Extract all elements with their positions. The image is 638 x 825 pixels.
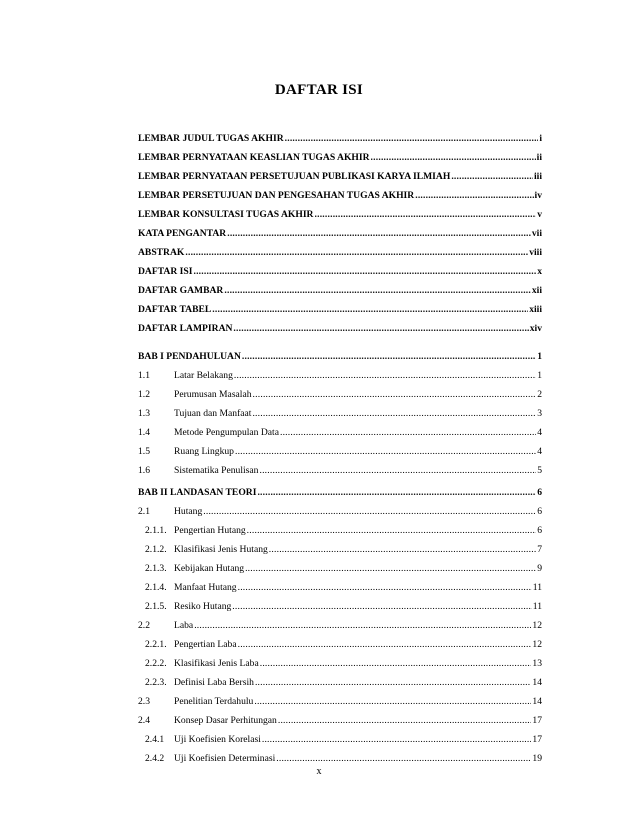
toc-subentry[interactable] — [138, 692, 542, 708]
toc-entry-number: 1.4 — [138, 427, 150, 438]
dot-leader — [234, 370, 536, 382]
toc-entry-page: 9 — [537, 563, 542, 574]
dot-leader — [280, 427, 536, 439]
dot-leader — [238, 639, 532, 651]
toc-entry-page: 7 — [537, 544, 542, 555]
toc-entry-label: DAFTAR GAMBAR — [138, 285, 224, 296]
dot-leader — [212, 304, 528, 316]
toc-entry-label: Konsep Dasar Perhitungan — [174, 715, 277, 726]
toc-entry-label: Hutang — [174, 506, 203, 517]
toc-entry-page: xii — [531, 285, 542, 296]
toc-subentry[interactable] — [138, 559, 542, 575]
toc-subentry[interactable] — [138, 730, 542, 746]
toc-entry-label: Latar Belakang — [174, 370, 233, 381]
dot-leader — [255, 677, 531, 689]
toc-subentry[interactable] — [138, 654, 542, 670]
toc-entry-number: 2.3 — [138, 696, 150, 707]
toc-entry-page: 12 — [532, 620, 542, 631]
toc-entry-label: LEMBAR PERNYATAAN PERSETUJUAN PUBLIKASI KARYA ILMIAH — [138, 171, 451, 182]
toc-entry-number: 2.4 — [138, 715, 150, 726]
toc-entry-page: 6 — [537, 487, 542, 498]
toc-subentry[interactable] — [138, 616, 542, 632]
toc-entry[interactable] — [138, 262, 542, 278]
toc-entry-page: 5 — [537, 465, 542, 476]
toc-entry-label: Klasifikasi Jenis Hutang — [174, 544, 268, 555]
toc-entry[interactable] — [138, 129, 542, 145]
dot-leader — [203, 506, 536, 518]
toc-entry-label: DAFTAR TABEL — [138, 304, 212, 315]
toc-entry-number: 1.3 — [138, 408, 150, 419]
toc-entry-label: Laba — [174, 620, 194, 631]
toc-entry[interactable] — [138, 281, 542, 297]
toc-entry-page: iv — [534, 190, 542, 201]
dot-leader — [257, 487, 536, 499]
toc-entry-page: 13 — [532, 658, 542, 669]
toc-entry-number: 2.4.1 — [145, 734, 165, 745]
toc-entry-page: v — [537, 209, 542, 220]
toc-entry-page: 11 — [532, 601, 542, 612]
toc-entry-number: 1.2 — [138, 389, 150, 400]
toc-entry-page: viii — [529, 247, 542, 258]
toc-entry-label: Uji Koefisien Korelasi — [174, 734, 261, 745]
toc-entry-label: Metode Pengumpulan Data — [174, 427, 279, 438]
toc-subentry[interactable] — [138, 385, 542, 401]
toc-entry-label: Tujuan dan Manfaat — [174, 408, 252, 419]
dot-leader — [235, 446, 536, 458]
toc-entry[interactable] — [138, 243, 542, 259]
toc-entry-page: 11 — [532, 582, 542, 593]
toc-entry-label: Perumusan Masalah — [174, 389, 252, 400]
toc-entry-label: KATA PENGANTAR — [138, 228, 227, 239]
dot-leader — [233, 323, 528, 335]
toc-entry-label: LEMBAR JUDUL TUGAS AKHIR — [138, 133, 284, 144]
toc-entry-page: 1 — [537, 370, 542, 381]
toc-entry[interactable] — [138, 300, 542, 316]
dot-leader — [224, 285, 530, 297]
toc-entry-number: 2.2.3. — [145, 677, 167, 688]
toc-entry-number: 1.1 — [138, 370, 150, 381]
toc-entry-page: 2 — [537, 389, 542, 400]
toc-subentry[interactable] — [138, 635, 542, 651]
toc-entry[interactable] — [138, 205, 542, 221]
dot-leader — [242, 351, 536, 363]
toc-entry-page: x — [537, 266, 542, 277]
toc-entry-label: BAB I PENDAHULUAN — [138, 351, 241, 362]
toc-subentry[interactable] — [138, 749, 542, 765]
toc-entry-page: iii — [534, 171, 542, 182]
dot-leader — [269, 544, 536, 556]
toc-entry-number: 1.6 — [138, 465, 150, 476]
toc-entry-number: 2.1.1. — [145, 525, 167, 536]
toc-entry-page: 3 — [537, 408, 542, 419]
toc-subentry[interactable] — [138, 673, 542, 689]
dot-leader — [227, 228, 531, 240]
dot-leader — [315, 209, 537, 221]
toc-subentry[interactable] — [138, 711, 542, 727]
toc-entry-page: 4 — [537, 446, 542, 457]
toc-subentry[interactable] — [138, 366, 542, 382]
toc-entry-number: 2.1.3. — [145, 563, 167, 574]
toc-entry-number: 2.2.1. — [145, 639, 167, 650]
toc-entry-label: DAFTAR ISI — [138, 266, 193, 277]
page-number: x — [316, 766, 322, 777]
dot-leader — [260, 658, 532, 670]
toc-entry-number: 2.2 — [138, 620, 150, 631]
toc-entry-label: DAFTAR LAMPIRAN — [138, 323, 233, 334]
toc-entry-label: Klasifikasi Jenis Laba — [174, 658, 259, 669]
dot-leader — [253, 389, 537, 401]
toc-entry-page: 19 — [532, 753, 542, 764]
toc-entry-label: Pengertian Hutang — [174, 525, 246, 536]
toc-entry-label: LEMBAR KONSULTASI TUGAS AKHIR — [138, 209, 314, 220]
toc-entry-page: 6 — [537, 506, 542, 517]
page-title: DAFTAR ISI — [274, 82, 364, 98]
dot-leader — [259, 465, 536, 477]
toc-entry-page: vii — [531, 228, 542, 239]
dot-leader — [247, 525, 537, 537]
toc-entry-number: 2.1.4. — [145, 582, 167, 593]
toc-entry-page: xiii — [529, 304, 542, 315]
toc-entry[interactable] — [138, 224, 542, 240]
dot-leader — [194, 620, 531, 632]
toc-entry-label: Manfaat Hutang — [174, 582, 237, 593]
dot-leader — [185, 247, 528, 259]
toc-entry-page: 17 — [532, 715, 542, 726]
toc-entry-page: 14 — [532, 696, 542, 707]
toc-entry-label: ABSTRAK — [138, 247, 185, 258]
toc-chapter[interactable] — [138, 347, 542, 363]
dot-leader — [276, 753, 531, 765]
toc-entry[interactable] — [138, 167, 542, 183]
toc-subentry[interactable] — [138, 521, 542, 537]
toc-subentry[interactable] — [138, 502, 542, 518]
dot-leader — [245, 563, 536, 575]
toc-subentry[interactable] — [138, 461, 542, 477]
toc-entry-number: 2.1.2. — [145, 544, 167, 555]
toc-chapter[interactable] — [138, 483, 542, 499]
dot-leader — [252, 408, 536, 420]
toc-entry-number: 2.2.2. — [145, 658, 167, 669]
dot-leader — [193, 266, 536, 278]
toc-entry[interactable] — [138, 319, 542, 335]
dot-leader — [451, 171, 533, 183]
dot-leader — [278, 715, 532, 727]
toc-entry-label: Definisi Laba Bersih — [174, 677, 254, 688]
dot-leader — [262, 734, 532, 746]
dot-leader — [254, 696, 531, 708]
toc-subentry[interactable] — [138, 442, 542, 458]
toc-entry-page: 14 — [532, 677, 542, 688]
toc-entry-page: 4 — [537, 427, 542, 438]
toc-entry-number: 2.4.2 — [145, 753, 165, 764]
toc-entry-label: Uji Koefisien Determinasi — [174, 753, 276, 764]
toc-entry-page: xiv — [529, 323, 542, 334]
toc-entry-number: 2.1.5. — [145, 601, 167, 612]
toc-entry-page: ii — [536, 152, 542, 163]
dot-leader — [285, 133, 539, 145]
toc-entry-page: 12 — [532, 639, 542, 650]
toc-subentry[interactable] — [138, 597, 542, 613]
toc-entry-page: 17 — [532, 734, 542, 745]
toc-entry[interactable] — [138, 186, 542, 202]
toc-entry-label: Kebijakan Hutang — [174, 563, 245, 574]
toc-entry-label: Resiko Hutang — [174, 601, 232, 612]
toc-entry-label: BAB II LANDASAN TEORI — [138, 487, 257, 498]
dot-leader — [232, 601, 531, 613]
toc-subentry[interactable] — [138, 404, 542, 420]
toc-entry-label: LEMBAR PERSETUJUAN DAN PENGESAHAN TUGAS AKHIR — [138, 190, 415, 201]
dot-leader — [371, 152, 536, 164]
toc-subentry[interactable] — [138, 578, 542, 594]
dot-leader — [415, 190, 533, 202]
toc-entry-label: Penelitian Terdahulu — [174, 696, 254, 707]
toc-entry-label: Sistematika Penulisan — [174, 465, 259, 476]
toc-subentry[interactable] — [138, 423, 542, 439]
toc-entry-page: 6 — [537, 525, 542, 536]
toc-entry-page: i — [539, 133, 542, 144]
toc-entry-label: Pengertian Laba — [174, 639, 237, 650]
toc-entry-number: 2.1 — [138, 506, 150, 517]
toc-subentry[interactable] — [138, 540, 542, 556]
toc-entry-label: Ruang Lingkup — [174, 446, 234, 457]
toc-entry[interactable] — [138, 148, 542, 164]
toc-entry-label: LEMBAR PERNYATAAN KEASLIAN TUGAS AKHIR — [138, 152, 370, 163]
dot-leader — [238, 582, 532, 594]
toc-entry-page: 1 — [537, 351, 542, 362]
toc-entry-number: 1.5 — [138, 446, 150, 457]
